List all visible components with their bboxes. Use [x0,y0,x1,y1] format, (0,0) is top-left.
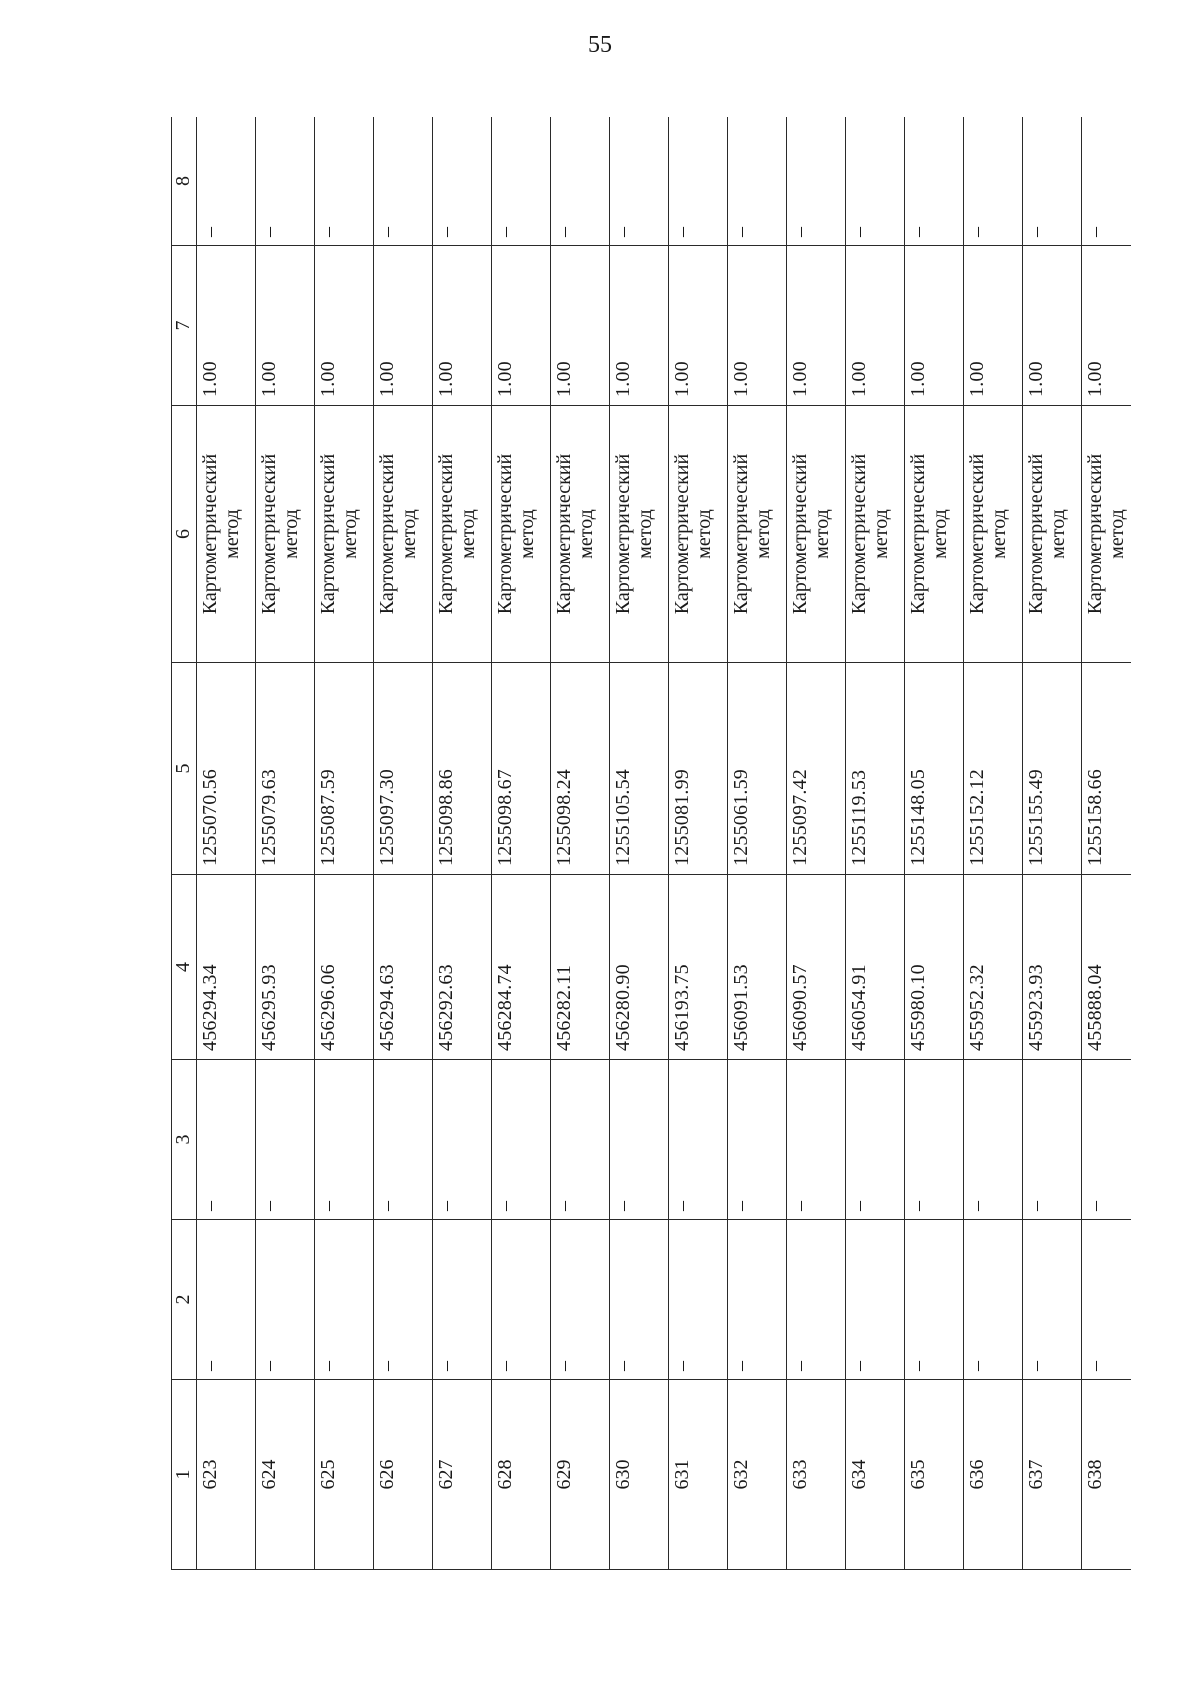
method-cell [1023,406,1082,663]
y-coordinate-cell: 1255098.24 [551,663,610,875]
accuracy-cell: 1.00 [315,246,374,406]
method-cell [787,406,846,663]
description-cell: – [197,117,256,246]
method-line-2: метод [752,509,774,559]
method-line-2: метод [457,509,479,559]
method-line-2: метод [634,509,656,559]
table-row [610,117,669,1570]
accuracy-cell: 1.00 [728,246,787,406]
y-coordinate-cell: 1255079.63 [256,663,315,875]
x-coordinate-cell: 456284.74 [492,875,551,1060]
method-cell [315,406,374,663]
y-coordinate-cell: 1255119.53 [846,663,905,875]
old-y-cell: – [846,1060,905,1220]
method-line-1: Картометрический [494,453,516,615]
point-number-cell: 628 [492,1380,551,1570]
description-cell: – [728,117,787,246]
accuracy-cell: 1.00 [492,246,551,406]
accuracy-cell: 1.00 [787,246,846,406]
x-coordinate-cell: 456292.63 [433,875,492,1060]
old-y-cell: – [315,1060,374,1220]
header-cell: 3 [172,1060,197,1220]
method-cell [374,406,433,663]
description-cell: – [374,117,433,246]
method-line-2: метод [1047,509,1069,559]
x-coordinate-cell: 456193.75 [669,875,728,1060]
old-y-cell: – [787,1060,846,1220]
table-row [669,117,728,1570]
description-cell: – [551,117,610,246]
method-line-2: метод [516,509,538,559]
x-coordinate-cell: 455980.10 [905,875,964,1060]
old-x-cell: – [315,1220,374,1380]
method-line-2: метод [575,509,597,559]
description-cell: – [256,117,315,246]
header-cell: 5 [172,663,197,875]
header-cell: 1 [172,1380,197,1570]
old-x-cell: – [669,1220,728,1380]
table-row [905,117,964,1570]
header-cell: 2 [172,1220,197,1380]
old-y-cell: – [256,1060,315,1220]
old-x-cell: – [787,1220,846,1380]
method-line-2: метод [870,509,892,559]
old-y-cell: – [1023,1060,1082,1220]
x-coordinate-cell: 456054.91 [846,875,905,1060]
description-cell: – [1082,117,1132,246]
table-row [1082,117,1132,1570]
x-coordinate-cell: 456294.34 [197,875,256,1060]
y-coordinate-cell: 1255097.30 [374,663,433,875]
old-x-cell: – [374,1220,433,1380]
old-y-cell: – [1082,1060,1132,1220]
table-row [256,117,315,1570]
accuracy-cell: 1.00 [964,246,1023,406]
method-line-1: Картометрический [730,453,752,615]
y-coordinate-cell: 1255152.12 [964,663,1023,875]
table-row [315,117,374,1570]
x-coordinate-cell: 456294.63 [374,875,433,1060]
old-x-cell: – [433,1220,492,1380]
method-line-1: Картометрический [317,453,339,615]
description-cell: – [905,117,964,246]
point-number-cell: 631 [669,1380,728,1570]
method-line-2: метод [988,509,1010,559]
method-cell [846,406,905,663]
accuracy-cell: 1.00 [905,246,964,406]
method-line-1: Картометрический [258,453,280,615]
header-cell: 7 [172,246,197,406]
point-number-cell: 625 [315,1380,374,1570]
description-cell: – [846,117,905,246]
method-cell [964,406,1023,663]
accuracy-cell: 1.00 [433,246,492,406]
table-row [433,117,492,1570]
point-number-cell: 634 [846,1380,905,1570]
accuracy-cell: 1.00 [846,246,905,406]
x-coordinate-cell: 456090.57 [787,875,846,1060]
coordinates-table-frame [171,117,1131,1570]
accuracy-cell: 1.00 [669,246,728,406]
accuracy-cell: 1.00 [610,246,669,406]
method-cell [669,406,728,663]
table-row [728,117,787,1570]
old-y-cell: – [374,1060,433,1220]
point-number-cell: 637 [1023,1380,1082,1570]
y-coordinate-cell: 1255070.56 [197,663,256,875]
old-x-cell: – [256,1220,315,1380]
method-line-2: метод [929,509,951,559]
method-line-1: Картометрический [1025,453,1047,615]
point-number-cell: 623 [197,1380,256,1570]
accuracy-cell: 1.00 [1082,246,1132,406]
method-cell [905,406,964,663]
y-coordinate-cell: 1255148.05 [905,663,964,875]
table-header-row [172,117,197,1570]
x-coordinate-cell: 456282.11 [551,875,610,1060]
method-cell [551,406,610,663]
method-line-1: Картометрический [199,453,221,615]
old-y-cell: – [551,1060,610,1220]
accuracy-cell: 1.00 [197,246,256,406]
point-number-cell: 636 [964,1380,1023,1570]
old-x-cell: – [492,1220,551,1380]
old-x-cell: – [728,1220,787,1380]
method-line-1: Картометрический [376,453,398,615]
header-cell: 8 [172,117,197,246]
method-line-1: Картометрический [435,453,457,615]
old-y-cell: – [610,1060,669,1220]
method-line-1: Картометрический [671,453,693,615]
accuracy-cell: 1.00 [374,246,433,406]
method-line-1: Картометрический [907,453,929,615]
rotated-table-container [171,117,1131,1570]
point-number-cell: 632 [728,1380,787,1570]
point-number-cell: 633 [787,1380,846,1570]
old-y-cell: – [197,1060,256,1220]
method-line-2: метод [280,509,302,559]
y-coordinate-cell: 1255105.54 [610,663,669,875]
method-line-2: метод [693,509,715,559]
x-coordinate-cell: 456295.93 [256,875,315,1060]
table-row [197,117,256,1570]
page-number: 55 [588,32,612,58]
method-cell [728,406,787,663]
point-number-cell: 626 [374,1380,433,1570]
method-cell [433,406,492,663]
point-number-cell: 635 [905,1380,964,1570]
table-row [492,117,551,1570]
method-line-1: Картометрический [553,453,575,615]
method-cell [197,406,256,663]
x-coordinate-cell: 456280.90 [610,875,669,1060]
method-cell [1082,406,1132,663]
point-number-cell: 627 [433,1380,492,1570]
y-coordinate-cell: 1255097.42 [787,663,846,875]
table-row [551,117,610,1570]
accuracy-cell: 1.00 [256,246,315,406]
method-line-2: метод [339,509,361,559]
y-coordinate-cell: 1255158.66 [1082,663,1132,875]
x-coordinate-cell: 456091.53 [728,875,787,1060]
method-line-1: Картометрический [848,453,870,615]
method-line-1: Картометрический [789,453,811,615]
description-cell: – [669,117,728,246]
method-line-2: метод [221,509,243,559]
old-y-cell: – [905,1060,964,1220]
old-x-cell: – [964,1220,1023,1380]
description-cell: – [787,117,846,246]
table-row [846,117,905,1570]
table-row [374,117,433,1570]
table-row [1023,117,1082,1570]
description-cell: – [610,117,669,246]
x-coordinate-cell: 456296.06 [315,875,374,1060]
point-number-cell: 630 [610,1380,669,1570]
point-number-cell: 629 [551,1380,610,1570]
x-coordinate-cell: 455952.32 [964,875,1023,1060]
method-line-1: Картометрический [612,453,634,615]
method-cell [256,406,315,663]
old-y-cell: – [669,1060,728,1220]
old-x-cell: – [905,1220,964,1380]
y-coordinate-cell: 1255098.86 [433,663,492,875]
y-coordinate-cell: 1255081.99 [669,663,728,875]
point-number-cell: 638 [1082,1380,1132,1570]
table-row [787,117,846,1570]
method-line-2: метод [398,509,420,559]
old-x-cell: – [610,1220,669,1380]
old-y-cell: – [492,1060,551,1220]
x-coordinate-cell: 455888.04 [1082,875,1132,1060]
description-cell: – [315,117,374,246]
old-y-cell: – [964,1060,1023,1220]
method-line-1: Картометрический [966,453,988,615]
y-coordinate-cell: 1255087.59 [315,663,374,875]
point-number-cell: 624 [256,1380,315,1570]
old-y-cell: – [728,1060,787,1220]
description-cell: – [964,117,1023,246]
old-x-cell: – [197,1220,256,1380]
table-row [964,117,1023,1570]
old-x-cell: – [1023,1220,1082,1380]
old-x-cell: – [846,1220,905,1380]
header-cell: 6 [172,406,197,663]
y-coordinate-cell: 1255155.49 [1023,663,1082,875]
description-cell: – [492,117,551,246]
description-cell: – [433,117,492,246]
method-cell [492,406,551,663]
coordinates-table [171,117,1131,1570]
old-x-cell: – [551,1220,610,1380]
x-coordinate-cell: 455923.93 [1023,875,1082,1060]
method-line-1: Картометрический [1084,453,1106,615]
accuracy-cell: 1.00 [551,246,610,406]
method-line-2: метод [1106,509,1128,559]
description-cell: – [1023,117,1082,246]
old-y-cell: – [433,1060,492,1220]
y-coordinate-cell: 1255061.59 [728,663,787,875]
method-line-2: метод [811,509,833,559]
header-cell: 4 [172,875,197,1060]
method-cell [610,406,669,663]
accuracy-cell: 1.00 [1023,246,1082,406]
y-coordinate-cell: 1255098.67 [492,663,551,875]
old-x-cell: – [1082,1220,1132,1380]
